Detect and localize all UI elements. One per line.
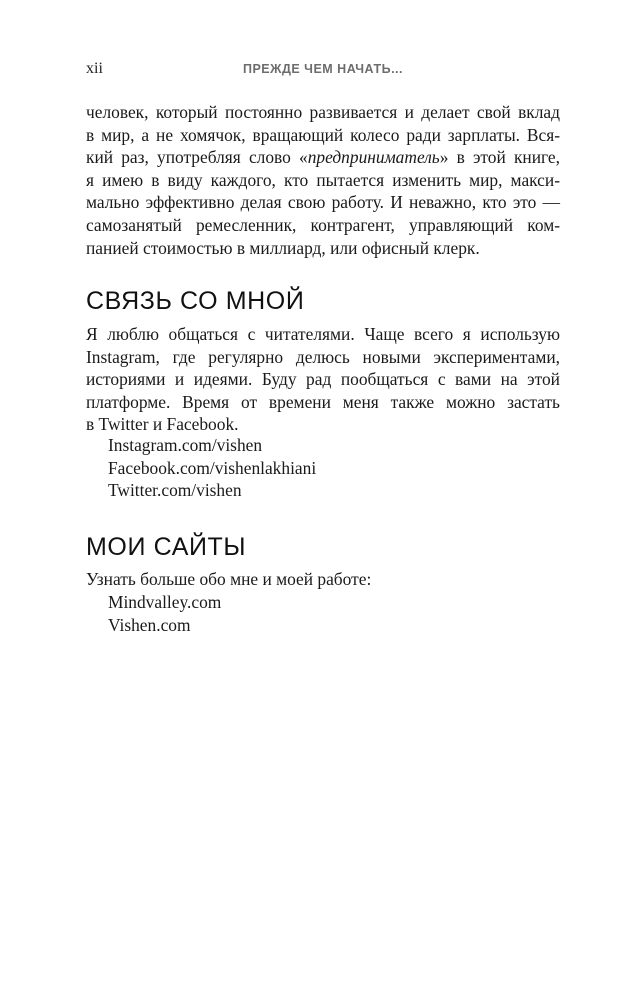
sites-heading: МОИ САЙТЫ xyxy=(86,533,247,561)
social-links xyxy=(108,434,316,502)
running-head xyxy=(86,60,560,80)
instagram-link: Instagram.com/vishen xyxy=(108,435,263,455)
text-line: платформе. Время от времени меня также можно застать xyxy=(86,391,560,412)
mindvalley-link: Mindvalley.com xyxy=(108,592,222,612)
facebook-link: Facebook.com/vishenlakhiani xyxy=(108,457,317,478)
section-title: ПРЕЖДЕ ЧЕМ НАЧАТЬ... xyxy=(242,62,403,76)
contact-heading: СВЯЗЬ СО МНОЙ xyxy=(86,287,305,315)
text-fragment: кий раз, употребляя слово « xyxy=(86,147,308,168)
text-line: самозанятый ремесленник, контрагент, управляющий ком- xyxy=(86,214,560,235)
text-line: в Twitter и Facebook. xyxy=(86,414,239,435)
text-fragment: » в этой книге, xyxy=(439,147,560,168)
page-number: xii xyxy=(86,60,103,77)
text-line: панией стоимостью в миллиард, или офисный клерк. xyxy=(86,237,480,258)
intro-paragraph xyxy=(86,101,560,259)
text-line: в мир, а не хомячок, вращающий колесо ради зарплаты. Вся- xyxy=(86,124,560,145)
text-line: мально эффективно делая свою работу. И неважно, кто это — xyxy=(86,192,560,213)
sites-paragraph xyxy=(86,568,560,591)
text-line: человек, который постоянно развивается и делает свой вклад xyxy=(86,102,560,122)
website-links xyxy=(108,591,221,636)
twitter-link: Twitter.com/vishen xyxy=(108,480,242,501)
text-line: историями и идеями. Буду рад пообщаться с вами на этой xyxy=(86,369,560,390)
text-line xyxy=(86,146,560,169)
vishen-link: Vishen.com xyxy=(108,614,191,635)
text-line: Узнать больше обо мне и моей работе: xyxy=(86,569,372,589)
text-line: я имею в виду каждого, кто пытается изменить мир, макси- xyxy=(86,169,560,190)
text-line: Я люблю общаться с читателями. Чаще всего я использую xyxy=(86,324,560,344)
text-line: Instagram, где регулярно делюсь новыми экспериментами, xyxy=(86,346,560,367)
contact-paragraph xyxy=(86,323,560,436)
emphasized-term: предприниматель xyxy=(307,147,440,168)
